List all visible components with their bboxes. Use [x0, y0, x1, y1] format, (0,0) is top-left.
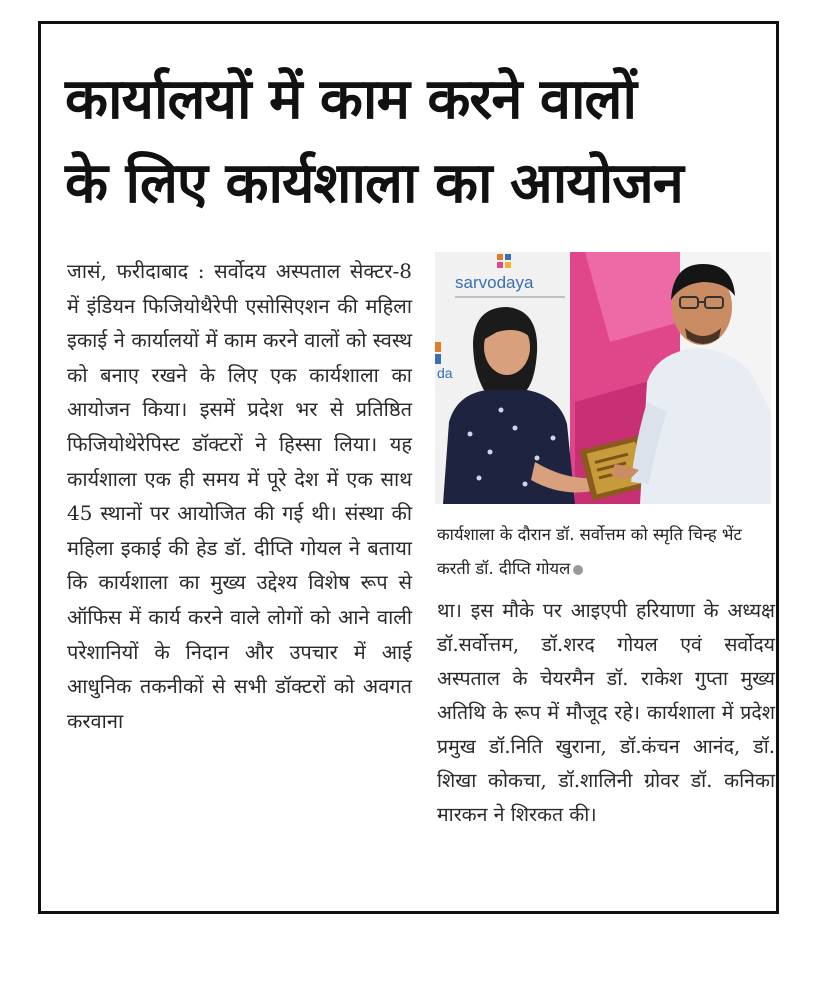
photo-caption [437, 518, 777, 586]
caption-bullet-icon [573, 565, 583, 575]
news-clipping [38, 21, 779, 914]
photo-caption-text: कार्यशाला के दौरान डॉ. सर्वोत्तम को स्मृति चिन्ह भेंट करती डॉ. दीप्ति गोयल [437, 525, 742, 578]
headline-line-1: कार्यालयों में काम करने वालों [65, 67, 637, 132]
banner-logo-text: sarvodaya [455, 273, 534, 292]
headline-line-2: के लिए कार्यशाला का आयोजन [65, 151, 683, 216]
photo-illustration [435, 252, 771, 504]
article-body-right: था। इस मौके पर आइएपी हरियाणा के अध्यक्ष डॉ.सर्वोत्तम, डॉ.शरद गोयल एवं सर्वोदय अस्पताल के चेयरमैन डॉ. राकेश गुप्ता मुख्य अतिथि के रूप में मौजूद रहे। कार्यशाला में प्रदेश प्रमुख डॉ.निति खुराना, डॉ.कंचन आनंद, डॉ. शिखा कोकचा, डॉ.शालिनी ग्रोवर डॉ. कनिका मारकन ने शिरकत की। [437, 599, 775, 826]
article-body-left: जासं, फरीदाबाद : सर्वोदय अस्पताल सेक्टर-8 में इंडियन फिजियोथैरेपी एसोसिएशन की महिला इकाई ने कार्यालयों में काम करने वालों को स्वस्थ को बनाए रखने के लिए एक कार्यशाला का आयोजन किया। इसमें प्रदेश भर से प्रतिष्ठित फिजियोथेरेपिस्ट डॉक्टरों ने हिस्सा लिया। यह कार्यशाला एक ही समय में पूरे देश में एक साथ 45 स्थानों पर आयोजित की गई थी। संस्था की महिला इकाई की हेड डॉ. दीप्ति गोयल ने बताया कि कार्यशाला का मुख्य उद्देश्य विशेष रूप से ऑफिस में कार्य करने वाले लोगों को आने वाली परेशानियों के निदान और उपचार में आई आधुनिक तकनीकों से सभी डॉक्टरों को अवगत करवाना [67, 259, 412, 733]
headline [65, 58, 765, 226]
event-photo [435, 252, 771, 504]
banner-logo-partial: da [437, 365, 453, 381]
